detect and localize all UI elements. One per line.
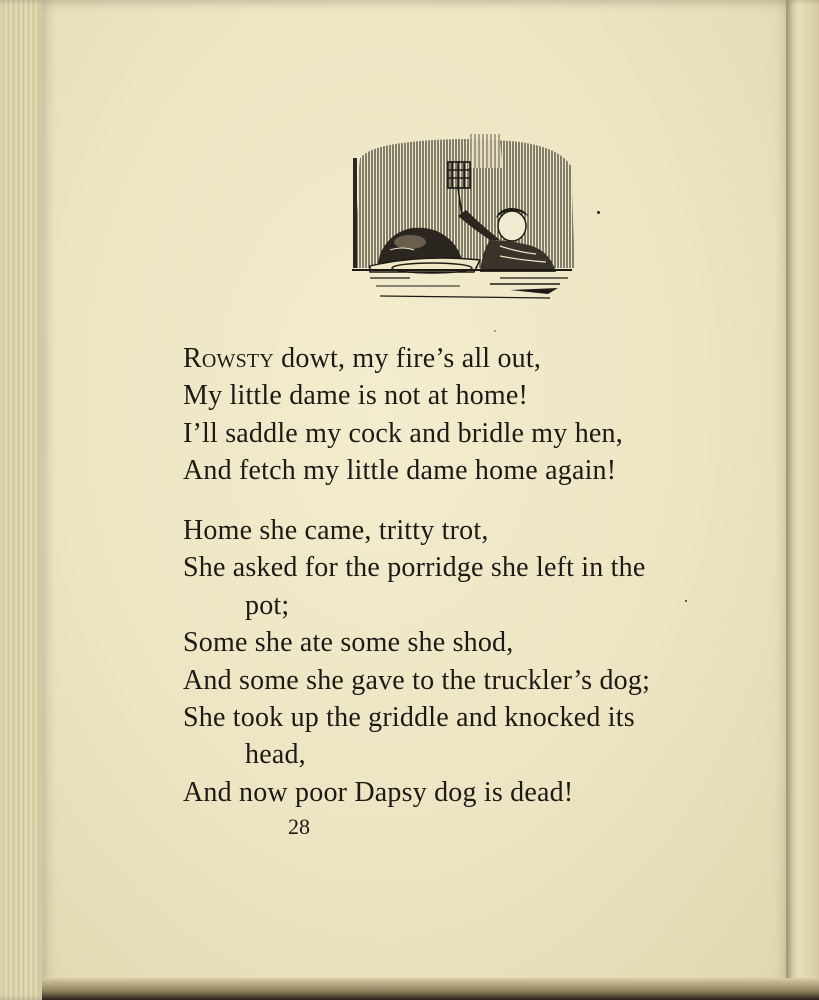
verse-stanza-2 [183,512,763,811]
verse-line: My little dame is not at home! [183,380,529,412]
right-page-edges [786,0,819,1000]
woodcut-illustration [350,128,575,306]
verse-line-continuation: pot; [245,589,290,621]
verse-line: And some she gave to the truckler’s dog; [183,664,651,696]
verse-line: She took up the griddle and knocked its [183,702,635,734]
verse-line: She asked for the porridge she left in the [183,552,646,584]
verse-line-text: dowt, my fire’s all out, [273,343,542,374]
verse-stanza-1 [183,340,763,490]
verse-line: Some she ate some she shod, [183,627,514,659]
verse-line: Home she came, tritty trot, [183,515,489,546]
verse-line [183,340,763,377]
left-page-edges [0,0,46,1000]
ink-speck [494,330,496,332]
verse-line-continuation: head, [245,739,306,771]
verse-line: And fetch my little dame home again! [183,455,617,487]
verse-line: And now poor Dapsy dog is dead! [183,776,574,808]
ink-speck [597,211,600,214]
bottom-page-edges [42,978,819,1000]
verse-line: I’ll saddle my cock and bridle my hen, [183,417,623,449]
drop-word: Rowsty [183,343,274,374]
page-number: 28 [288,814,310,839]
